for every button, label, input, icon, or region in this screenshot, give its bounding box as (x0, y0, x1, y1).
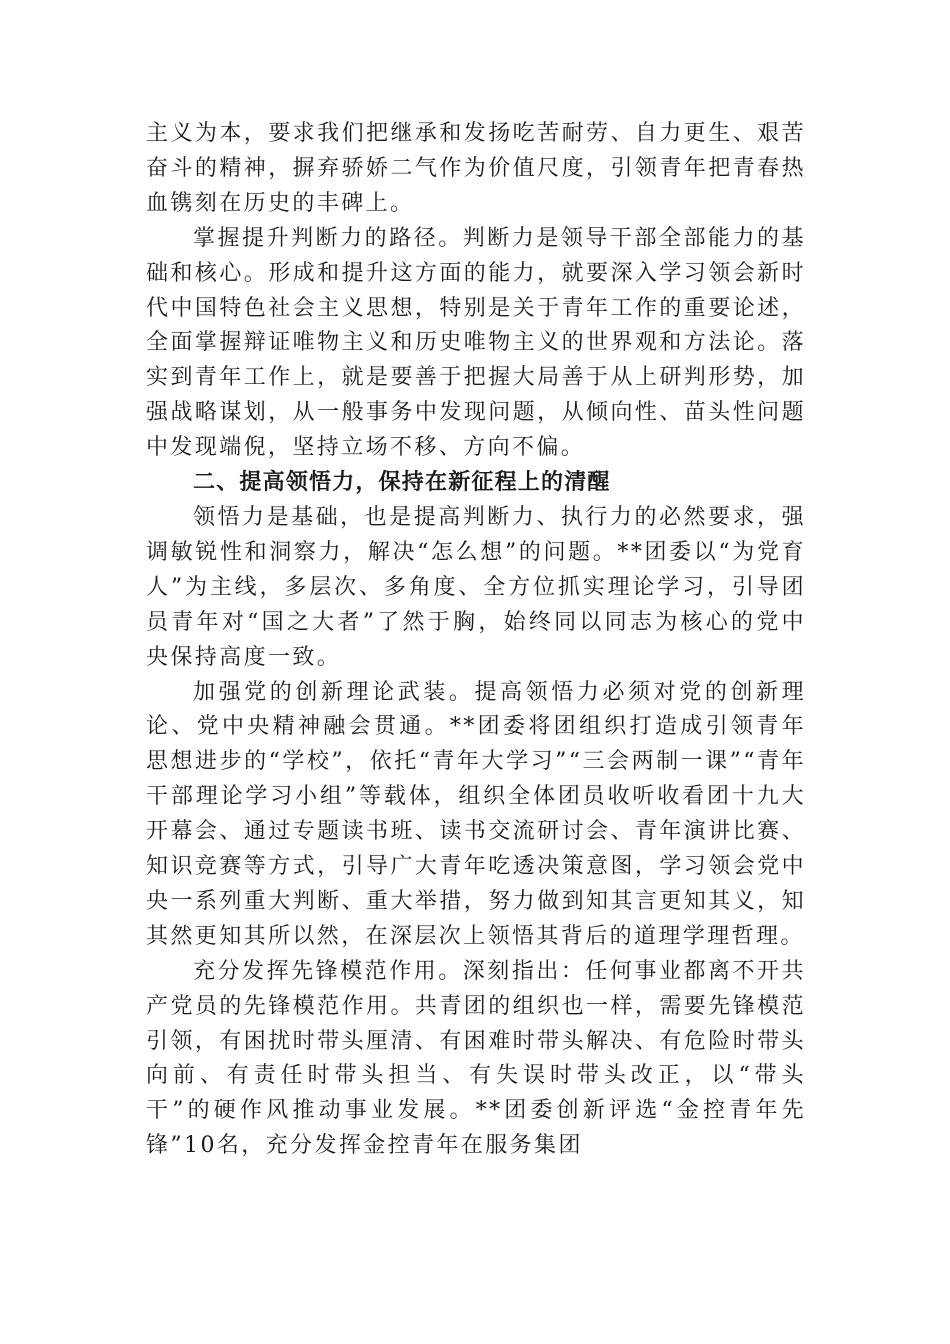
paragraph-judgment-path: 掌握提升判断力的路径。判断力是领导干部全部能力的基础和核心。形成和提升这方面的能力，就要深入学习领会新时代中国特色社会主义思想，特别是关于青年工作的重要论述，全面掌握辩证唯物主义和历史唯物主义的世界观和方法论。落实到青年工作上，就是要善于把握大局善于从上研判形势，加强战略谋划，从一般事务中发现问题，从倾向性、苗头性问题中发现端倪，坚持立场不移、方向不偏。 (146, 225, 806, 461)
document-page (146, 117, 806, 1164)
paragraph-continuation: 主义为本，要求我们把继承和发扬吃苦耐劳、自力更生、艰苦奋斗的精神，摒弃骄娇二气作为价值尺度，引领青年把青春热血镌刻在历史的丰碑上。 (146, 121, 806, 216)
paragraph-comprehension: 领悟力是基础，也是提高判断力、执行力的必然要求，强调敏锐性和洞察力，解决“怎么想”的问题。**团委以“为党育人”为主线，多层次、多角度、全方位抓实理论学习，引导团员青年对“国之大者”了然于胸，始终同以同志为核心的党中央保持高度一致。 (146, 504, 806, 670)
section-heading: 二、提高领悟力，保持在新征程上的清醒 (193, 470, 611, 496)
paragraph-vanguard-role: 充分发挥先锋模范作用。深刻指出：任何事业都离不开共产党员的先锋模范作用。共青团的组织也一样，需要先锋模范引领，有困扰时带头厘清、有困难时带头解决、有危险时带头向前、有责任时带头担当、有失误时带头改正，以“带头干”的硬作风推动事业发展。**团委创新评选“金控青年先锋”10名，充分发挥金控青年在服务集团 (146, 958, 806, 1159)
paragraph-theory-arming: 加强党的创新理论武装。提高领悟力必须对党的创新理论、党中央精神融会贯通。**团委将团组织打造成引领青年思想进步的“学校”，依托“青年大学习”“三会两制一课”“青年干部理论学习小组”等载体，组织全体团员收听收看团十九大开幕会、通过专题读书班、读书交流研讨会、青年演讲比赛、知识竞赛等方式，引导广大青年吃透决策意图，学习领会党中央一系列重大判断、重大举措，努力做到知其言更知其义，知其然更知其所以然，在深层次上领悟其背后的道理学理哲理。 (146, 679, 806, 949)
